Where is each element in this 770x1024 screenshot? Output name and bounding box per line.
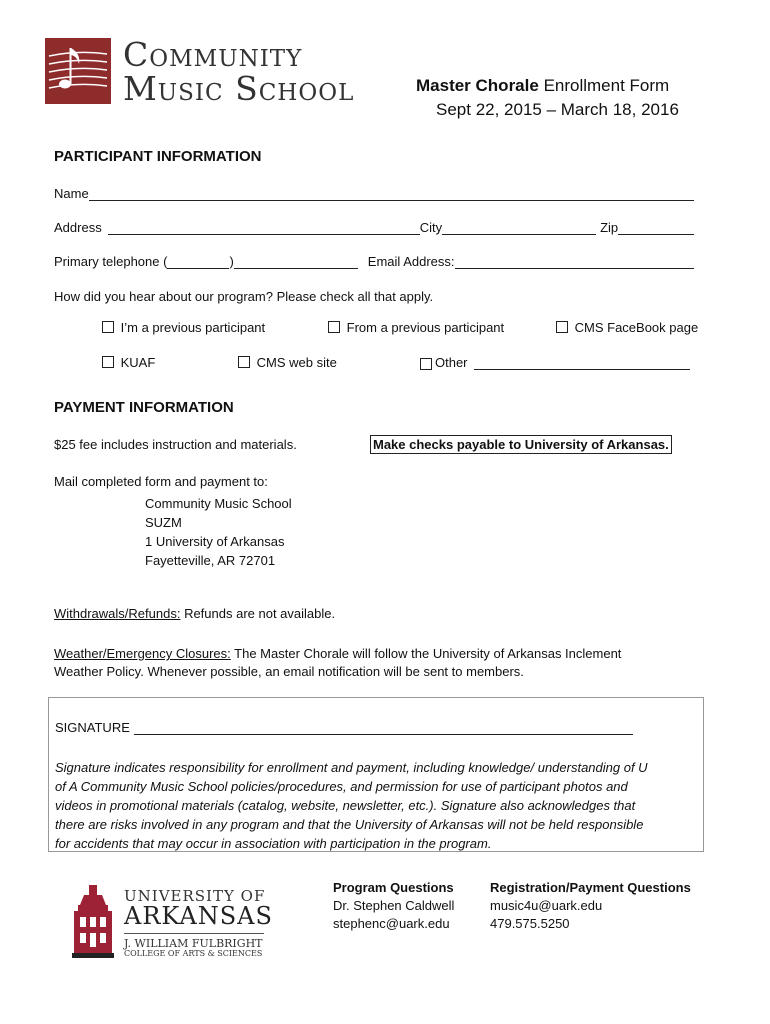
city-line[interactable] <box>442 222 596 235</box>
option-label: I’m a previous participant <box>120 320 266 335</box>
option-label: KUAF <box>120 355 156 370</box>
mail-address-line: 1 University of Arkansas <box>145 534 285 549</box>
signature-box <box>48 697 704 852</box>
mail-address-line: SUZM <box>145 515 182 530</box>
withdrawals-policy <box>54 606 335 621</box>
form-dates: Sept 22, 2015 – March 18, 2016 <box>436 100 679 119</box>
form-title-rest: Enrollment Form <box>543 76 670 95</box>
withdrawals-text: Refunds are not available. <box>180 606 336 621</box>
option-from-previous-participant[interactable] <box>328 320 504 335</box>
phone-label: Primary telephone ( <box>54 254 168 269</box>
phone-paren: ) <box>229 254 234 269</box>
option-kuaf[interactable] <box>102 355 155 370</box>
phone-line[interactable] <box>234 256 358 269</box>
option-facebook[interactable] <box>556 320 698 335</box>
checkbox-icon[interactable] <box>102 321 114 333</box>
phone-email-row <box>54 254 694 269</box>
program-questions <box>333 879 454 933</box>
option-other[interactable] <box>420 355 690 370</box>
signature-field[interactable] <box>55 720 633 735</box>
ua-line-2: ARKANSAS <box>124 902 273 930</box>
name-line[interactable] <box>89 188 694 201</box>
address-line[interactable] <box>108 222 420 235</box>
checkbox-icon[interactable] <box>556 321 568 333</box>
weather-text-1: The Master Chorale will follow the University of Arkansas Inclement <box>230 646 622 661</box>
signature-label: SIGNATURE <box>55 720 130 735</box>
other-line[interactable] <box>474 357 690 370</box>
weather-policy <box>54 645 621 681</box>
logo-line-2: Music School <box>123 69 355 108</box>
ua-line-4: COLLEGE OF ARTS & SCIENCES <box>124 949 263 958</box>
program-name: Dr. Stephen Caldwell <box>333 898 455 913</box>
payment-heading: PAYMENT INFORMATION <box>54 399 234 416</box>
checkbox-icon[interactable] <box>420 358 432 370</box>
disclaimer-line: of A Community Music School policies/procedures, and permission for use of participant photos and <box>55 779 628 794</box>
area-code-line[interactable] <box>167 256 229 269</box>
ua-line-3: J. WILLIAM FULBRIGHT <box>124 937 263 950</box>
logo-line-1: Community <box>123 35 303 74</box>
mail-address-line: Fayetteville, AR 72701 <box>145 553 276 568</box>
form-title-bold: Master Chorale <box>416 76 539 95</box>
music-note-icon <box>45 38 111 104</box>
participant-heading: PARTICIPANT INFORMATION <box>54 148 262 165</box>
option-label: From a previous participant <box>346 320 505 335</box>
form-title <box>416 76 669 96</box>
weather-text-2: Weather Policy. Whenever possible, an email notification will be sent to members. <box>54 664 524 679</box>
registration-questions <box>490 879 691 933</box>
email-line[interactable] <box>455 256 695 269</box>
checkbox-icon[interactable] <box>238 356 250 368</box>
disclaimer-line: videos in promotional materials (catalog, website, newsletter, etc.). Signature also acknowledges that <box>55 798 636 813</box>
checkbox-icon[interactable] <box>102 356 114 368</box>
zip-label: Zip <box>600 220 619 235</box>
option-label: Other <box>435 355 468 370</box>
name-field[interactable] <box>54 186 694 201</box>
option-previous-participant[interactable] <box>102 320 265 335</box>
disclaimer-line: there are risks involved in any program and that the University of Arkansas will not be held responsible <box>55 817 644 832</box>
address-label: Address <box>54 220 102 235</box>
program-email[interactable]: stephenc@uark.edu <box>333 916 450 931</box>
option-web-site[interactable] <box>238 355 337 370</box>
fee-text: $25 fee includes instruction and materials. <box>54 437 297 452</box>
city-label: City <box>419 220 443 235</box>
email-label: Email Address: <box>367 254 455 269</box>
weather-label: Weather/Emergency Closures: <box>54 646 231 661</box>
address-row <box>54 220 694 235</box>
option-label: CMS web site <box>256 355 337 370</box>
checkbox-icon[interactable] <box>328 321 340 333</box>
old-main-icon <box>70 885 116 960</box>
ua-divider <box>124 933 264 934</box>
program-heading: Program Questions <box>333 880 454 895</box>
registration-phone: 479.575.5250 <box>490 916 570 931</box>
mail-address-line: Community Music School <box>145 496 292 511</box>
ua-line-1: UNIVERSITY OF <box>124 887 266 905</box>
cms-logo-text <box>123 35 355 108</box>
checks-payable-box: Make checks payable to University of Arkansas. <box>370 435 672 454</box>
disclaimer-line: for accidents that may occur in association with participation in the program. <box>55 836 492 851</box>
option-label: CMS FaceBook page <box>574 320 699 335</box>
hear-question: How did you hear about our program? Please check all that apply. <box>54 289 434 304</box>
mail-address <box>145 494 292 570</box>
cms-logo <box>45 35 385 110</box>
registration-email[interactable]: music4u@uark.edu <box>490 898 603 913</box>
ua-logo <box>70 885 273 960</box>
name-label: Name <box>54 186 89 201</box>
mail-label: Mail completed form and payment to: <box>54 474 268 489</box>
zip-line[interactable] <box>618 222 694 235</box>
signature-line[interactable] <box>134 722 633 735</box>
signature-disclaimer <box>55 758 703 853</box>
withdrawals-label: Withdrawals/Refunds: <box>54 606 181 621</box>
disclaimer-line: Signature indicates responsibility for enrollment and payment, including knowledge/ understanding of U <box>55 760 648 775</box>
registration-heading: Registration/Payment Questions <box>490 880 691 895</box>
